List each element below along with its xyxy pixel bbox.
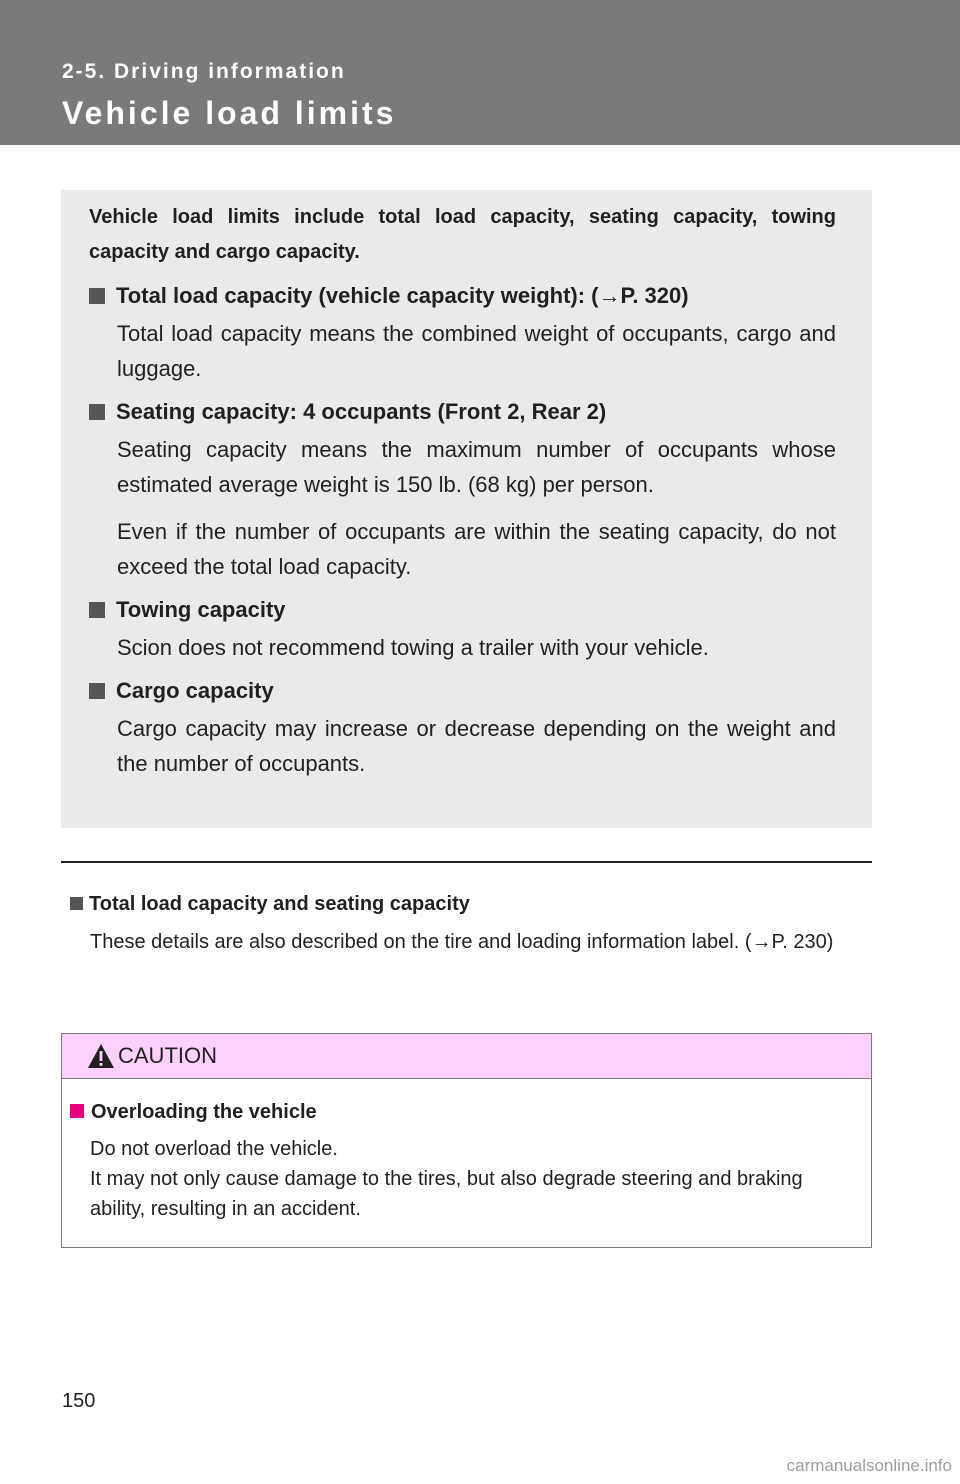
caution-box bbox=[61, 1033, 872, 1248]
note-heading-text: Total load capacity and seating capacity bbox=[89, 893, 470, 915]
summary-item-cargo bbox=[89, 676, 836, 781]
summary-item-heading-text: Towing capacity bbox=[116, 597, 286, 622]
caution-text bbox=[70, 1134, 863, 1224]
note-block bbox=[70, 889, 862, 957]
square-bullet-icon bbox=[89, 288, 105, 304]
caution-heading-text: Overloading the vehicle bbox=[91, 1101, 317, 1123]
summary-item-heading-text: Total load capacity (vehicle capacity weight): (→P. 320) bbox=[116, 283, 689, 308]
warning-triangle-icon bbox=[87, 1043, 115, 1069]
caution-line: It may not only cause damage to the tires, but also degrade steering and braking ability, resulting in an accident. bbox=[90, 1168, 803, 1220]
summary-intro: Vehicle load limits include total load capacity, seating capacity, towing capacity and cargo capacity. bbox=[89, 206, 836, 263]
square-bullet-icon bbox=[89, 404, 105, 420]
summary-item-heading-text: Seating capacity: 4 occupants (Front 2, Rear 2) bbox=[116, 399, 607, 424]
caution-body bbox=[62, 1079, 871, 1224]
summary-box bbox=[61, 190, 872, 828]
summary-item-text: Cargo capacity may increase or decrease depending on the weight and the number of occupants. bbox=[117, 716, 836, 776]
summary-item-total-load bbox=[89, 281, 836, 386]
page-title: Vehicle load limits bbox=[62, 95, 397, 131]
watermark: carmanualsonline.info bbox=[786, 1456, 952, 1475]
page-number: 150 bbox=[62, 1390, 96, 1412]
caution-heading bbox=[70, 1098, 863, 1126]
summary-item-text: Even if the number of occupants are within the seating capacity, do not exceed the total load capacity. bbox=[117, 519, 836, 579]
summary-item-heading-text: Cargo capacity bbox=[116, 678, 274, 703]
square-bullet-icon bbox=[89, 683, 105, 699]
square-bullet-icon bbox=[70, 897, 83, 910]
page-header bbox=[0, 0, 960, 145]
summary-item-text: Total load capacity means the combined weight of occupants, cargo and luggage. bbox=[117, 321, 836, 381]
summary-item-seating bbox=[89, 397, 836, 584]
summary-item-text: Seating capacity means the maximum number of occupants whose estimated average weight is 150 lb. (68 kg) per person. bbox=[117, 437, 836, 497]
summary-item-text: Scion does not recommend towing a trailer with your vehicle. bbox=[117, 635, 709, 660]
caution-header bbox=[62, 1034, 871, 1079]
square-bullet-icon bbox=[89, 602, 105, 618]
note-text: These details are also described on the tire and loading information label. (→P. 230) bbox=[90, 931, 834, 953]
caution-title: CAUTION bbox=[118, 1043, 217, 1068]
caution-line: Do not overload the vehicle. bbox=[90, 1138, 338, 1160]
summary-item-towing bbox=[89, 595, 836, 665]
summary-item-heading bbox=[89, 595, 836, 625]
section-label: 2-5. Driving information bbox=[62, 60, 346, 83]
summary-item-heading bbox=[89, 281, 836, 311]
section-divider bbox=[61, 861, 872, 863]
note-heading bbox=[70, 889, 862, 919]
summary-item-heading bbox=[89, 397, 836, 427]
summary-item-heading bbox=[89, 676, 836, 706]
square-bullet-icon bbox=[70, 1104, 84, 1118]
